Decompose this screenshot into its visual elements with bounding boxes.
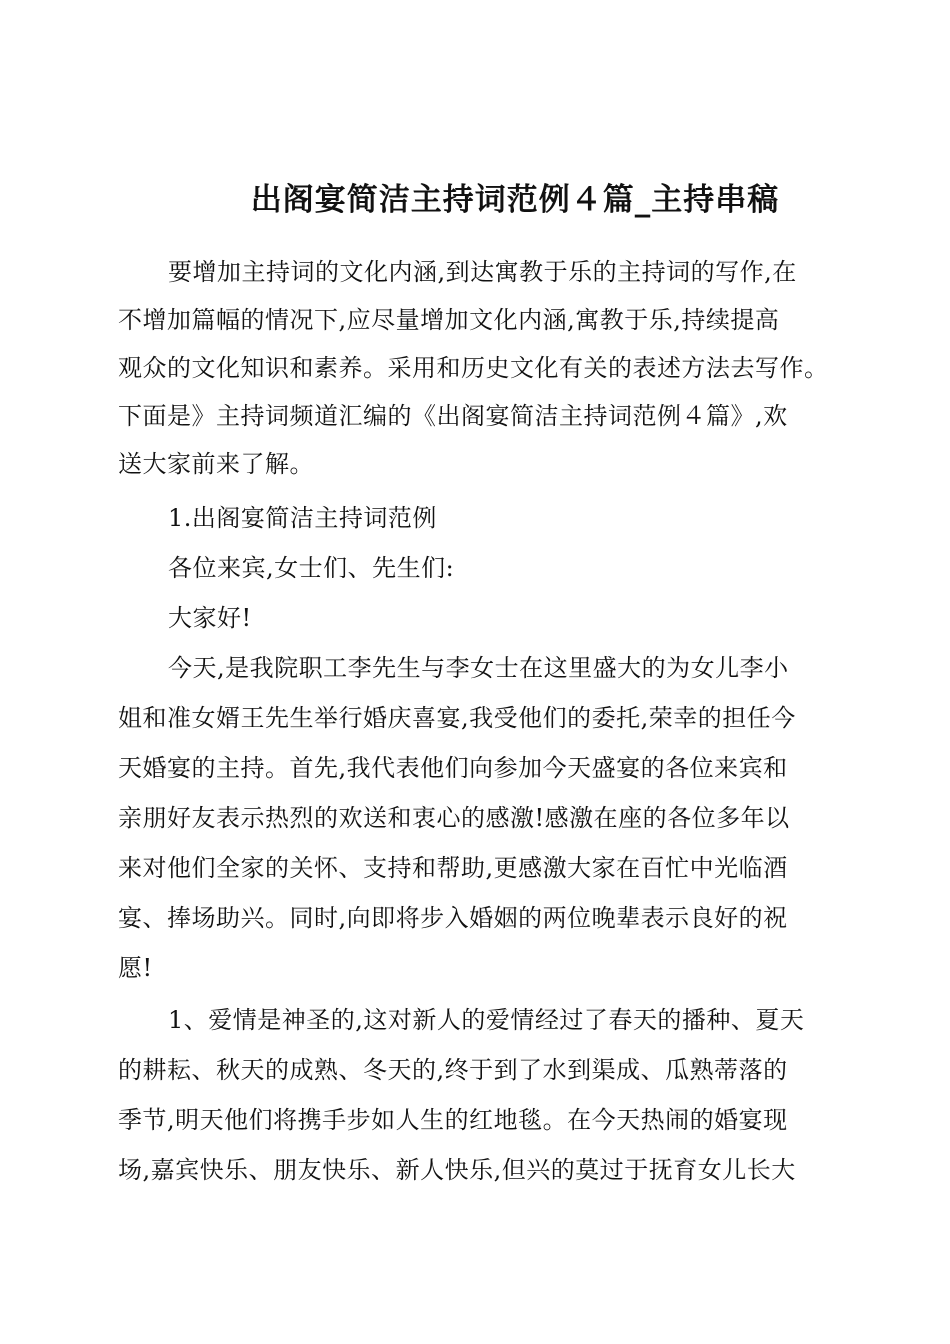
paragraph-line: 观众的文化知识和素养。采用和历史文化有关的表述方法去写作。	[118, 354, 829, 382]
paragraph-line: 亲朋好友表示热烈的欢送和衷心的感激!感激在座的各位多年以	[118, 804, 790, 832]
paragraph-line: 场,嘉宾快乐、朋友快乐、新人快乐,但兴的莫过于抚育女儿长大	[118, 1156, 796, 1184]
paragraph-line: 姐和准女婿王先生举行婚庆喜宴,我受他们的委托,荣幸的担任今	[118, 704, 796, 732]
paragraph-line: 季节,明天他们将携手步如人生的红地毯。在今天热闹的婚宴现	[118, 1106, 788, 1134]
paragraph-line: 来对他们全家的关怀、支持和帮助,更感激大家在百忙中光临酒	[118, 854, 788, 882]
paragraph-line: 宴、捧场助兴。同时,向即将步入婚姻的两位晚辈表示良好的祝	[118, 904, 788, 932]
paragraph-line: 天婚宴的主持。首先,我代表他们向参加今天盛宴的各位来宾和	[118, 754, 788, 782]
paragraph-line: 的耕耘、秋天的成熟、冬天的,终于到了水到渠成、瓜熟蒂落的	[118, 1056, 788, 1084]
paragraph-line: 下面是》主持词频道汇编的《出阁宴简洁主持词范例４篇》,欢	[118, 402, 788, 430]
paragraph-line: 要增加主持词的文化内涵,到达寓教于乐的主持词的写作,在	[168, 258, 797, 286]
greeting-line: 大家好!	[168, 604, 252, 632]
section-heading: 1.出阁宴简洁主持词范例	[168, 504, 437, 532]
paragraph-line: 1、爱情是神圣的,这对新人的爱情经过了春天的播种、夏天	[168, 1006, 805, 1034]
salutation-line: 各位来宾,女士们、先生们:	[168, 554, 455, 582]
paragraph-line: 今天,是我院职工李先生与李女士在这里盛大的为女儿李小	[168, 654, 789, 682]
paragraph-line: 不增加篇幅的情况下,应尽量增加文化内涵,寓教于乐,持续提高	[118, 306, 780, 334]
document-title: 出阁宴简洁主持词范例４篇_主持串稿	[250, 182, 780, 218]
paragraph-line: 愿!	[118, 954, 153, 982]
paragraph-line: 送大家前来了解。	[118, 450, 314, 478]
